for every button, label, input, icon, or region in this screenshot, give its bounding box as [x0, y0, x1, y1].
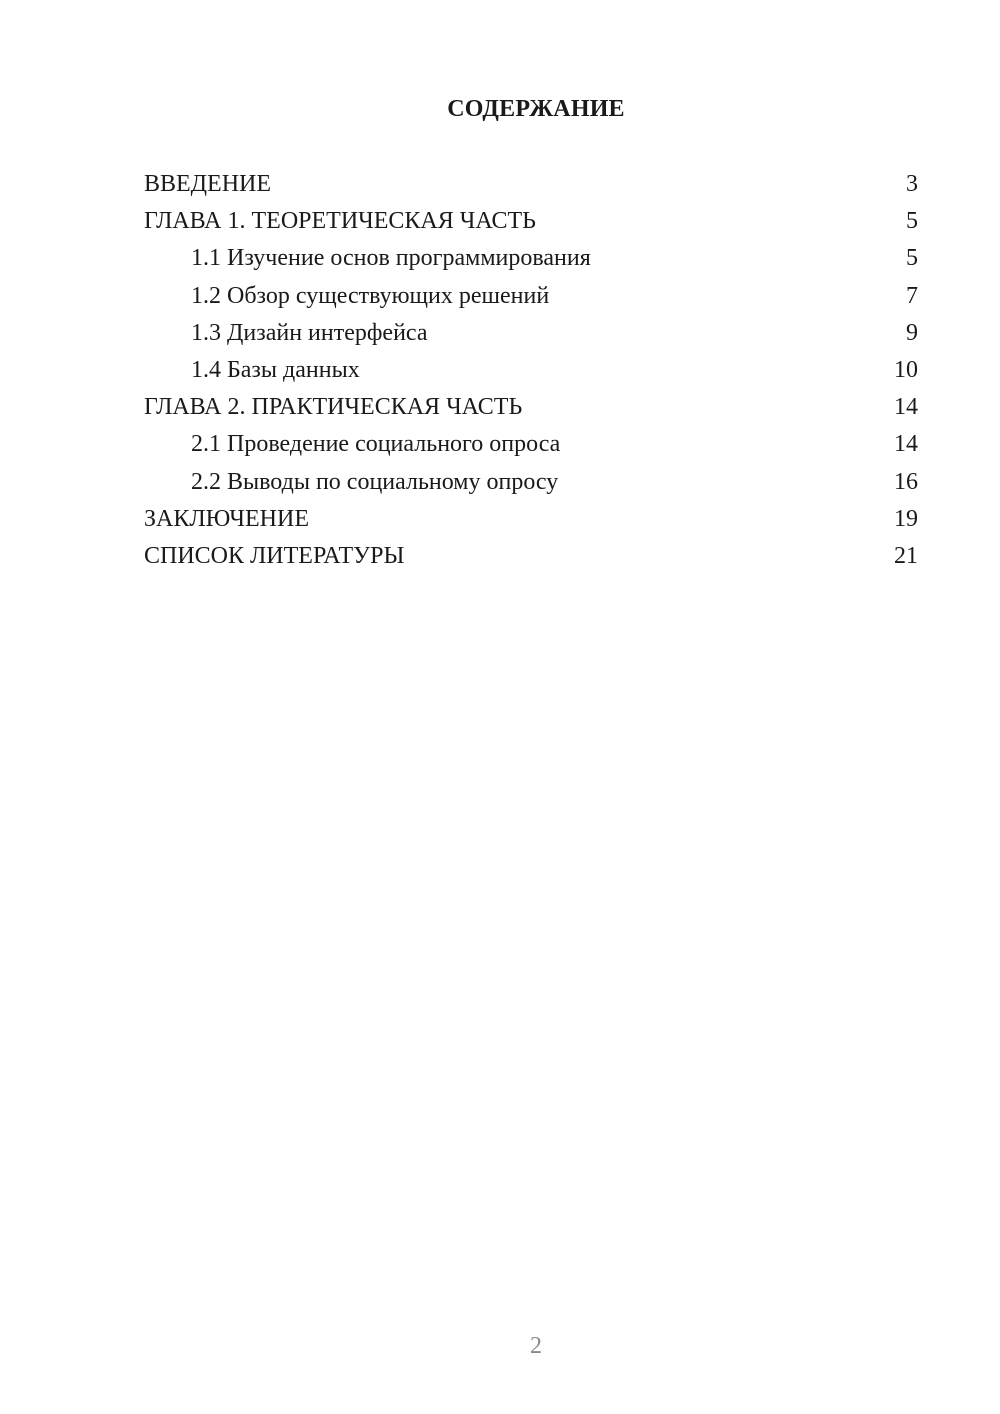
toc-entry-page: 21 — [894, 542, 918, 569]
toc-entry-label: 1.3 Дизайн интерфейса — [191, 319, 428, 346]
toc-entry-section-1-3[interactable] — [144, 315, 918, 352]
toc-entry-page: 14 — [894, 394, 918, 421]
toc-entry-label: 2.2 Выводы по социальному опросу — [191, 468, 559, 495]
page-number: 2 — [530, 1333, 542, 1359]
toc-entry-label: 2.1 Проведение социального опроса — [191, 431, 561, 458]
toc-entry-page: 7 — [906, 282, 918, 309]
toc-entry-page: 9 — [906, 319, 918, 346]
toc-entry-page: 14 — [894, 431, 918, 458]
toc-entry-page: 19 — [894, 505, 918, 532]
toc-entry-introduction[interactable] — [144, 166, 918, 203]
toc-entry-section-1-2[interactable] — [144, 278, 918, 315]
page-title: СОДЕРЖАНИЕ — [447, 96, 625, 122]
toc-entry-chapter-2[interactable] — [144, 389, 918, 426]
toc-entry-page: 3 — [906, 171, 918, 197]
toc-entry-label: 1.1 Изучение основ программирования — [191, 245, 591, 272]
toc-entry-label: ВВЕДЕНИЕ — [144, 171, 272, 197]
toc-entry-conclusion[interactable] — [144, 501, 918, 538]
toc-entry-page: 10 — [894, 356, 918, 383]
toc-entry-label: ГЛАВА 1. ТЕОРЕТИЧЕСКАЯ ЧАСТЬ — [144, 208, 536, 235]
toc-entry-label: 1.4 Базы данных — [191, 356, 360, 383]
toc-entry-chapter-1[interactable] — [144, 203, 918, 240]
toc-entry-section-2-1[interactable] — [144, 426, 918, 463]
toc-entry-label: 1.2 Обзор существующих решений — [191, 282, 550, 309]
toc-entry-section-1-4[interactable] — [144, 352, 918, 389]
table-of-contents — [144, 166, 918, 575]
toc-entry-section-2-2[interactable] — [144, 464, 918, 501]
toc-entry-page: 16 — [894, 468, 918, 495]
toc-entry-label: ГЛАВА 2. ПРАКТИЧЕСКАЯ ЧАСТЬ — [144, 394, 523, 421]
toc-entry-label: ЗАКЛЮЧЕНИЕ — [144, 505, 309, 532]
toc-entry-section-1-1[interactable] — [144, 240, 918, 277]
toc-entry-page: 5 — [906, 245, 918, 272]
toc-entry-label: СПИСОК ЛИТЕРАТУРЫ — [144, 542, 405, 569]
toc-entry-references[interactable] — [144, 538, 918, 575]
toc-entry-page: 5 — [906, 208, 918, 235]
